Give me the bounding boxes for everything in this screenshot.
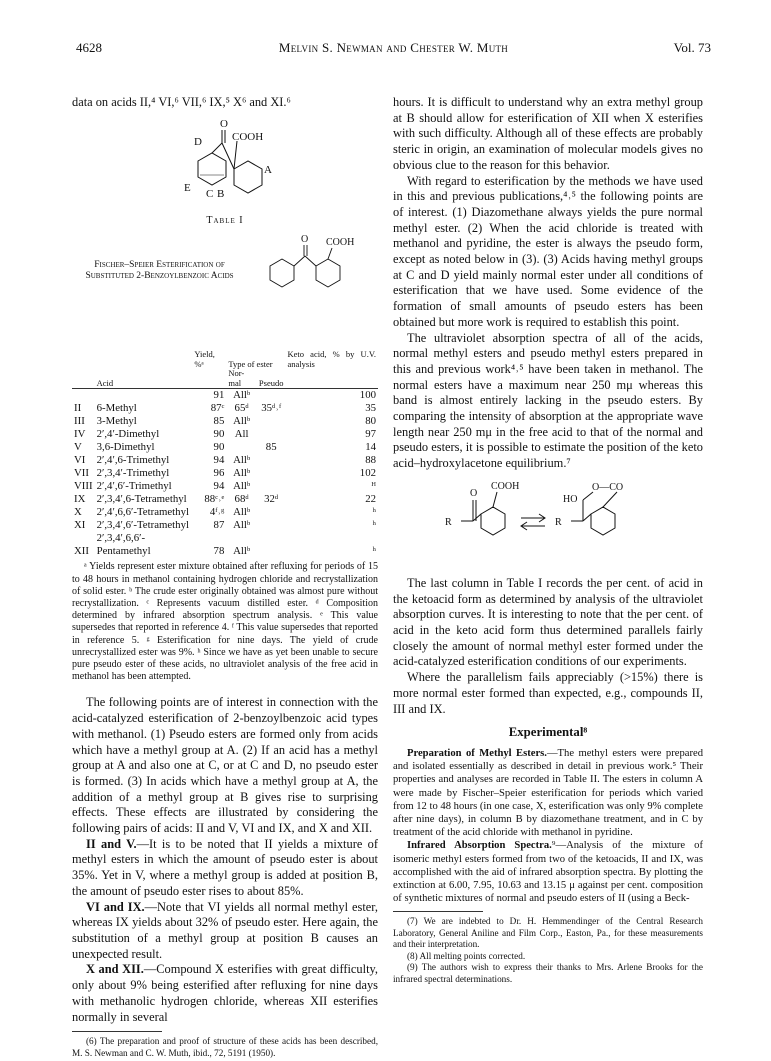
- cell-num: III: [74, 415, 85, 428]
- run-in-head-methyl-esters: Preparation of Methyl Esters.: [407, 747, 547, 759]
- cell-keto: ʰ: [372, 519, 376, 532]
- cell-name: 6-Methyl: [96, 402, 137, 415]
- section-heading-experimental: Experimental⁸: [508, 725, 588, 740]
- cell-keto: ʰ: [372, 506, 376, 519]
- eq-cooh-label: COOH: [491, 480, 520, 492]
- cell-normal: Allᵇ: [233, 545, 251, 558]
- cell-num: X: [74, 506, 82, 519]
- cell-name: 2′,4′-Dimethyl: [96, 428, 160, 441]
- table-row: [72, 441, 378, 454]
- table-esterification: [72, 350, 378, 558]
- cell-name: 2′,3,4′,6-Tetramethyl: [96, 493, 187, 506]
- th-type: Type of ester: [228, 358, 273, 369]
- label-d: D: [194, 135, 202, 148]
- running-header: [76, 40, 711, 56]
- table-row: [72, 480, 378, 493]
- cell-normal: Allᵇ: [233, 506, 251, 519]
- paragraph-points: The following points are of interest in connection with the acid-catalyzed esterification of 2-benzoylbenzoic acid types with methanol. (1) Pseudo esters are formed only from acids which have a methyl group at A. (2) If an acid has a methyl group at A and also one at C, or at C and D, no pseudo ester is formed. (3) In acids which have a methyl group at A, the addition of a methyl group at B gives rise to surprising effects. These effects are illustrated by considering the following pairs of acids: II and V, VI and IX, and X and XII.: [72, 695, 378, 836]
- cell-yield: 4ᶠ˒ᵍ: [209, 506, 225, 519]
- label-e: E: [184, 181, 191, 194]
- ring-cooh-label: COOH: [326, 237, 355, 249]
- table-label: Table I: [206, 214, 244, 226]
- cell-keto: 100: [359, 389, 376, 402]
- cell-pseudo: [257, 415, 286, 428]
- footnote-rule: [72, 1031, 162, 1032]
- paragraph-x-xii: [72, 962, 378, 1025]
- cell-pseudo: [257, 467, 286, 480]
- cell-keto: ᴴ: [371, 480, 376, 493]
- cell-keto: 14: [365, 441, 376, 454]
- table-row: [72, 415, 378, 428]
- table-header-area: [72, 232, 378, 350]
- table-row: [72, 506, 378, 519]
- paragraph-ii-v: [72, 837, 378, 900]
- cell-num: II: [74, 402, 82, 415]
- cell-normal: 68ᵈ: [234, 493, 249, 506]
- run-in-head-x-xii: X and XII.: [86, 962, 144, 977]
- table-row: [72, 428, 378, 441]
- table-row: [72, 467, 378, 480]
- ring-o-label: O: [301, 234, 309, 246]
- table-row: [72, 532, 378, 558]
- eq-oco-label: O—CO: [592, 481, 624, 493]
- table-row: [72, 519, 378, 532]
- paragraph-infrared: [393, 839, 703, 905]
- th-pseudo: Pseudo: [257, 369, 286, 389]
- paragraph-ultraviolet: The ultraviolet absorption spectra of all of the acids, normal methyl esters and pseudo methyl esters prepared in this and previous work⁴˒⁵ have been taken in methanol. The normal esters have a maximum near 250 mμ whereas this band is almost entirely lacking in the pseudo esters. By comparing the intensity of absorption at the appropriate wave length near 250 mμ in the free acid to that of the normal and pseudo esters, it is possible to estimate the position of the keto acid–hydroxylacetone equilibrium.⁷: [393, 330, 703, 471]
- paragraph-methods: With regard to esterification by the methods we have used in this and previous publications,⁴˒⁵ the following points are of interest. (1) Diazomethane always yields the pure normal methyl ester. (2) When the acid chloride is treated with methanol and pyridine, the ester is always the pseudo form, except as noted below in (3). (3) Acids having methyl groups at C and D yield mainly normal ester under all conditions of esterification that we have used. Some evidence of the formation of small amounts of pseudo esters has been obtained but more work is required to establish this point.: [393, 173, 703, 329]
- cell-keto: 97: [365, 428, 376, 441]
- cell-name: 2′,4′,6,6′-Tetramethyl: [96, 506, 189, 519]
- paragraph-vi-ix: [72, 900, 378, 963]
- cell-name: 2′,4′,6′-Trimethyl: [96, 480, 172, 493]
- equilibrium-structure: [433, 478, 663, 562]
- cell-name: 2′,3,4′,6′-Tetramethyl: [96, 519, 189, 532]
- cell-name: 3,6-Dimethyl: [96, 441, 155, 454]
- eq-ho-label: HO: [563, 493, 578, 505]
- cell-name: 2′,4′,6-Trimethyl: [96, 454, 170, 467]
- cell-num: VIII: [74, 480, 93, 493]
- cell-keto: 35: [365, 402, 376, 415]
- cell-yield: 94: [213, 454, 225, 467]
- cell-yield: 78: [213, 545, 225, 558]
- label-b: B: [217, 187, 225, 200]
- cell-yield: 85: [213, 415, 225, 428]
- right-column: [393, 95, 703, 985]
- table-row: [72, 389, 378, 403]
- label-cooh: COOH: [232, 130, 264, 143]
- paragraph-parallelism: Where the parallelism fails appreciably (>15%) there is more normal ester formed than expected, e.g., compounds II, III and IX.: [393, 670, 703, 716]
- cell-normal: Allᵇ: [233, 415, 251, 428]
- cell-normal: Allᵇ: [233, 519, 251, 532]
- label-o: O: [220, 117, 228, 130]
- cell-num: [72, 389, 95, 403]
- cell-name: 3-Methyl: [96, 415, 137, 428]
- cell-normal: [226, 441, 257, 454]
- cell-name: 2′,3,4′,6,6′-Pentamethyl: [96, 532, 151, 558]
- eq-r-left: R: [445, 516, 452, 528]
- th-acid: Acid: [95, 369, 193, 389]
- cell-pseudo: 35ᵈ˒ᶠ: [261, 402, 282, 415]
- cell-yield: 87ᶜ: [210, 402, 225, 415]
- footnote-6: (6) The preparation and proof of structure of these acids has been described, M. S. Newman and C. W. Muth, ibid., 72, 5191 (1950).: [72, 1036, 378, 1058]
- cell-pseudo: [257, 532, 286, 558]
- cell-normal: Allᵇ: [233, 389, 251, 402]
- cell-yield: 88ᶜ˒ᵉ: [204, 493, 225, 506]
- paragraph-x-xii-text: —Compound X esterifies with great difficulty, only about 9% being esterified after refluxing for nine days with methanolic hydrogen chloride, whereas XII esterifies normally in several: [72, 962, 379, 1024]
- cell-num: VI: [74, 454, 86, 467]
- paragraph-infrared-text: ⁹—Analysis of the mixture of isomeric methyl esters formed from two of the ketoacids, II and IX, was accomplished with the aid of infrared absorption spectra. By plotting the extinction at 6.00, 7.95, 10.63 and 13.15 μ against per cent. composition of synthetic mixtures of normal and pseudo esters of II (using a Beck-: [393, 840, 703, 905]
- cell-num: XII: [74, 545, 89, 558]
- run-in-head-vi-ix: VI and IX.: [86, 899, 145, 914]
- cell-keto: 88: [365, 454, 376, 467]
- cell-keto: 80: [365, 415, 376, 428]
- numbered-ring-structure: [254, 232, 378, 314]
- cell-num: IV: [74, 428, 86, 441]
- paragraph-vi-ix-text: —Note that VI yields all normal methyl ester, whereas IX yields about 32% of pseudo ester. Here again, the substitution of a methyl group at position B causes an unexpected result.: [72, 899, 379, 961]
- cell-keto: 102: [359, 467, 376, 480]
- cell-pseudo: 32ᵈ: [264, 493, 279, 506]
- table-caption: Fischer–Speier Esterification of Substituted 2-Benzoylbenzoic Acids: [85, 260, 234, 282]
- cell-pseudo: [257, 428, 286, 441]
- footnote-9: (9) The authors wish to express their thanks to Mrs. Arlene Brooks for the infrared spectral determinations.: [393, 962, 703, 984]
- paragraph-hours: hours. It is difficult to understand why an extra methyl group at B should allow for esterification of XII when X esterifies with such difficulty. Although all of these effects are probably steric in origin, an examination of molecular models gives no obvious clue to the reason for this behavior.: [393, 95, 703, 172]
- cell-pseudo: [257, 389, 286, 403]
- cell-num: XI: [74, 519, 86, 532]
- cell-keto: ʰ: [372, 545, 376, 558]
- benzoylbenzoic-structure: [72, 113, 378, 211]
- cell-yield: 90: [213, 428, 225, 441]
- footnote-rule-right: [393, 911, 483, 912]
- eq-r-right: R: [555, 516, 562, 528]
- label-a: A: [264, 163, 272, 176]
- run-in-head-ii-v: II and V.: [86, 836, 137, 851]
- th-yield: Yield, %ᵃ: [194, 349, 215, 369]
- paragraph-last-column: The last column in Table I records the per cent. of acid in the ketoacid form as determined by analysis of the ultraviolet absorption curves. It is interesting to note that the per cent. of acid in the keto acid form thus determined parallels fairly closely the amount of normal methyl ester formed under the acid-catalyzed esterification conditions of our experiments.: [393, 575, 703, 669]
- cell-num: VII: [74, 467, 89, 480]
- paragraph-methyl-esters: [393, 747, 703, 839]
- cell-pseudo: [257, 454, 286, 467]
- cell-num: V: [74, 441, 82, 454]
- table-row: [72, 454, 378, 467]
- intro-line: data on acids II,⁴ VI,⁶ VII,⁶ IX,⁵ X⁶ and XI.⁶: [72, 95, 291, 109]
- label-c: C: [206, 187, 214, 200]
- cell-yield: 90: [213, 441, 225, 454]
- cell-keto: 22: [365, 493, 376, 506]
- th-normal: Nor-mal: [226, 369, 257, 389]
- eq-o-label: O: [470, 487, 478, 499]
- cell-name: 2′,3,4′-Trimethyl: [96, 467, 170, 480]
- volume-number: Vol. 73: [673, 40, 711, 55]
- cell-pseudo: [257, 506, 286, 519]
- th-keto: Keto acid, % by U.V. analysis: [287, 349, 376, 369]
- footnote-7: (7) We are indebted to Dr. H. Hemmendinger of the Central Research Laboratory, General Aniline and Film Corp., Easton, Pa., for these measurements and their interpretation.: [393, 916, 703, 950]
- run-in-head-infrared: Infrared Absorption Spectra.: [407, 840, 552, 852]
- cell-normal: Allᵇ: [233, 467, 251, 480]
- cell-pseudo: 85: [265, 441, 277, 454]
- footnote-8: (8) All melting points corrected.: [407, 950, 526, 961]
- paragraph-methyl-esters-text: —The methyl esters were prepared and isolated essentially as described in detail in previous work.⁵ Their properties and analyses are recorded in Table II. The esters in column A were made by Fischer–Speier esterification for periods which varied from 12 to 48 hours (in one case, X, esterification was only 9% complete after nine days), in column B by diazomethane treatment, and in C by treatment of the acid chloride with methanol in pyridine.: [393, 747, 703, 839]
- cell-normal: Allᵇ: [233, 454, 251, 467]
- cell-num: IX: [74, 493, 86, 506]
- cell-normal: Allᵇ: [233, 480, 251, 493]
- cell-normal: 65ᵈ: [234, 402, 249, 415]
- table-row: [72, 493, 378, 506]
- table-row: [72, 402, 378, 415]
- cell-pseudo: [257, 480, 286, 493]
- cell-yield: 96: [213, 467, 225, 480]
- cell-yield: 91: [213, 389, 225, 402]
- page-number: 4628: [76, 40, 102, 55]
- left-column: [72, 95, 378, 1059]
- cell-normal: All: [234, 428, 249, 441]
- cell-yield: 87: [213, 519, 225, 532]
- paragraph-ii-v-text: —It is to be noted that II yields a mixture of methyl esters in which the amount of pseudo ester is about 35%. Yet in V, where a methyl group is added at position B, the amount of pseudo ester rises to about 85%.: [72, 836, 378, 898]
- cell-pseudo: [257, 519, 286, 532]
- cell-yield: 94: [213, 480, 225, 493]
- running-title: Melvin S. Newman and Chester W. Muth: [278, 40, 509, 55]
- cell-name: [95, 389, 193, 403]
- table-footnotes: [72, 561, 378, 683]
- table-footnote-text: ᵃ Yields represent ester mixture obtained after refluxing for periods of 15 to 48 hours in methanol containing hydrogen chloride and recrystallization of solid ester. ᵇ The crude ester originally obtained was almost pure without recrystallization. ᶜ Represents vacuum distilled ester. ᵈ Composition determined by infrared absorption spectrum analysis. ᵉ This value supersedes that reported in reference 4. ᶠ This value supersedes that reported in reference 5. ᵍ Esterification for nine days. The yield of crude unrecrystallized ester was 9%. ʰ Since we have as yet been unable to secure pure pseudo ester of these acids, no ultraviolet analysis of the free acid in methanol has been attempted.: [72, 561, 378, 683]
